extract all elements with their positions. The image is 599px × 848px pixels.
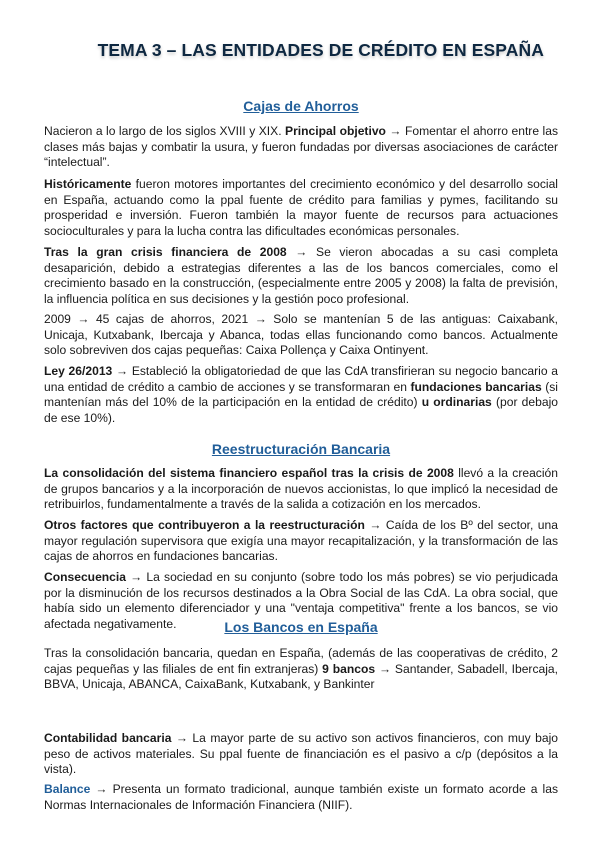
text: 2009 → 45 cajas de ahorros, 2021 → Solo se mantenían 5 de las antiguas: Caixabank, Unicaja, Kutxabank, Ibercaja y Abanca, todas ellas funcionando como bancos. Actualmente solo sobreviven dos cajas pequeñas: Caixa Pollença y Caixa Ontinyent.	[44, 312, 558, 358]
bold-text: Consecuencia	[44, 570, 126, 584]
text: → Caída de los Bº del sector, una mayor regulación supervisora que exigía una mayor recapitalización, y la transformación de las cajas de ahorros en fundaciones bancarias.	[44, 518, 558, 564]
text: fueron motores importantes del crecimiento económico y del desarrollo social en España, actuando como la ppal fuente de crédito para familias y pymes, facilitando su prosperidad e inversión. Fueron también la mayor fuente de recursos para actuaciones socioculturales y para la lucha contra las dificultades económicas personales.	[44, 177, 558, 238]
paragraph-bancos-balance	[44, 782, 558, 813]
balance-label: Balance	[44, 782, 91, 796]
text: → Santander, Sabadell, Ibercaja, BBVA, Unicaja, ABANCA, CaixaBank, Kutxabank, y Bankinter	[44, 661, 558, 692]
bold-text: Tras la gran crisis financiera de 2008	[44, 245, 287, 259]
paragraph-cajas-origen	[44, 124, 558, 171]
bold-text: fundaciones bancarias	[410, 379, 542, 394]
bold-text: u ordinarias	[421, 395, 492, 410]
paragraph-reestructuracion-consolidacion	[44, 466, 558, 513]
text: Tras la consolidación bancaria, quedan en España, (además de las cooperativas de crédito, 2 cajas pequeñas y las filiales de ent fin extranjeras)	[44, 646, 558, 676]
paragraph-bancos-consolidacion	[44, 646, 558, 693]
text: (por debajo de ese 10%).	[44, 395, 558, 425]
bold-text: Históricamente	[44, 177, 132, 191]
text: → Fomentar el ahorro entre las clases más bajas y combatir la usura, y fueron fundadas por diversas asociaciones de carácter “intelectual”.	[44, 124, 558, 170]
bold-text: Contabilidad bancaria	[44, 731, 172, 745]
text: → La mayor parte de su activo son activos financieros, con muy bajo peso de activos materiales. Su ppal fuente de financiación es el pasivo a c/p (depósitos a la vista).	[44, 731, 559, 777]
text: llevó a la creación de grupos bancarios y a la incorporación de nuevos accionistas, lo que implicó la necesidad de retribuirlos, fundamentalmente a través de la salida a cotización en los mercados.	[44, 466, 558, 512]
heading-cajas-de-ahorros: Cajas de Ahorros	[243, 98, 359, 114]
paragraph-cajas-crisis	[44, 245, 558, 307]
bold-text: La consolidación del sistema financiero español tras la crisis de 2008	[44, 466, 454, 480]
paragraph-cajas-numeros	[44, 312, 558, 359]
paragraph-cajas-historicamente	[44, 177, 558, 239]
text: → Presenta un formato tradicional, aunque también existe un formato acorde a las Normas Internacionales de Información Financiera (NIIF).	[44, 782, 558, 812]
text: → Estableció la obligatoriedad de que las CdA transfirieran su negocio bancario a una entidad de crédito a cambio de acciones y se transformaran en	[44, 364, 558, 394]
heading-reestructuracion: Reestructuración Bancaria	[211, 441, 391, 457]
bold-text: Principal objetivo	[285, 124, 386, 138]
bold-text: 9 bancos	[322, 661, 376, 676]
text: Nacieron a lo largo de los siglos XVIII y XIX.	[44, 124, 286, 138]
paragraph-bancos-contabilidad	[44, 731, 558, 778]
paragraph-reestructuracion-factores	[44, 518, 558, 565]
bold-text: Ley 26/2013	[44, 364, 113, 378]
text: → La sociedad en su conjunto (sobre todo los más pobres) se vio perjudicada por la disminución de los recursos destinados a la Obra Social de las CdA. La obra social, que había sido un elemento diferenciador y una "ventaja competitiva" frente a los bancos, se vio afectada negativamente.	[44, 570, 558, 631]
document-title: TEMA 3 – LAS ENTIDADES DE CRÉDITO EN ESPAÑA	[97, 40, 544, 60]
heading-bancos-en-espana: Los Bancos en España	[224, 619, 378, 635]
text: (si mantenían más del 10% de la participación en la entidad de crédito)	[44, 379, 558, 410]
bold-text: Otros factores que contribuyeron a la reestructuración	[44, 518, 365, 532]
text: → Se vieron abocadas a su casi completa desaparición, debido a estrategias diferentes a las de los bancos comerciales, como el crecimiento basado en la construcción, (especialmente entre 2005 y 2008) la falta de previsión, la influencia política en sus decisiones y la gestión poco profesional.	[44, 245, 559, 306]
paragraph-cajas-ley	[44, 364, 558, 426]
